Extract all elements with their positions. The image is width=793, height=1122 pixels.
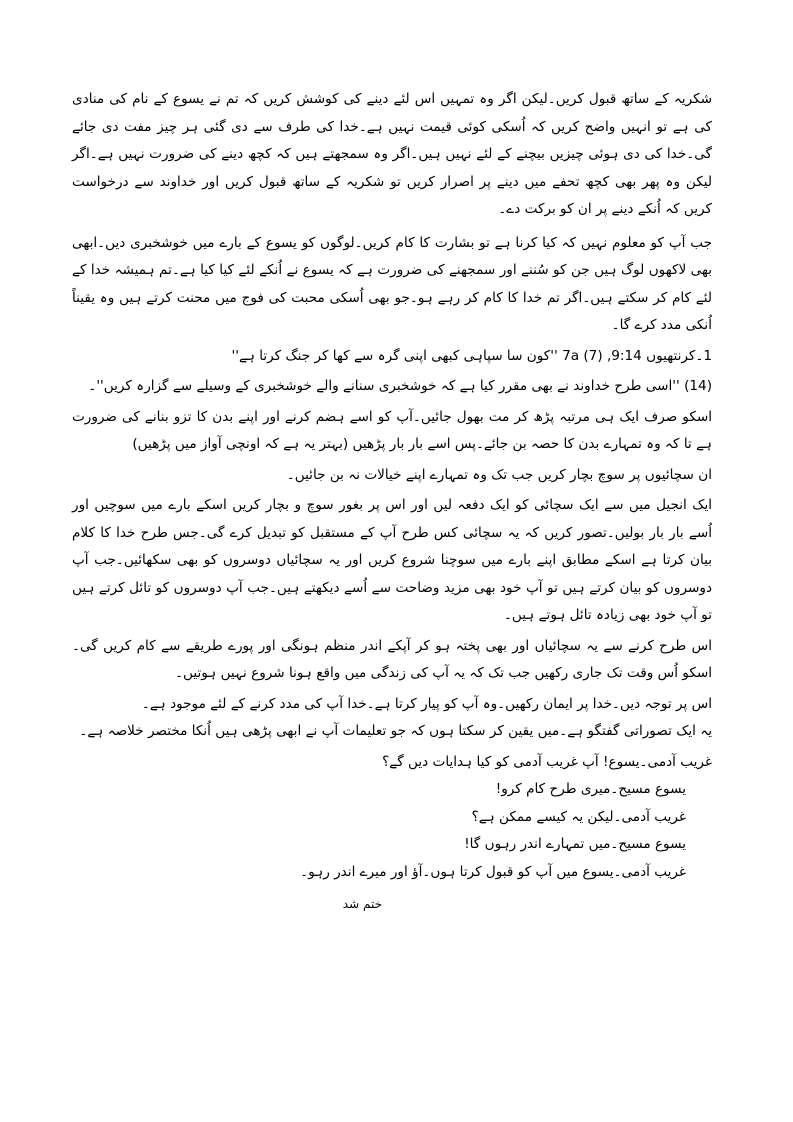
dialogue-line: یسوع مسیح۔میں تمہارے اندر رہوں گا! [464, 836, 686, 852]
paragraph-practice: اس طرح کرنے سے یہ سچائیاں اور بھی پختہ ہو کر آپکے اندر منظم ہونگی اور پورے طریقے سے کام کریں گی۔اسکو اُس وقت تک جاری رکھیں جب تک کہ یہ آپ کی زندگی میں واقع ہونا شروع نہیں ہوتیں۔ [72, 637, 712, 681]
document-body [72, 86, 712, 928]
dialogue-line: غریب آدمی۔یسوع میں آپ کو قبول کرتا ہوں۔آؤ اور میرے اندر رہو۔ [300, 863, 686, 880]
scripture-quote: (14) ''اسی طرح خداوند نے بھی مقرر کیا ہے کہ خوشخبری سنانے والے خوشخبری کے وسیلے سے گزارہ کریں''۔ [88, 378, 712, 394]
paragraph-faith: اس پر توجہ دیں۔خدا پر ایمان رکھیں۔وہ آپ کو پیار کرتا ہے۔خدا آپ کی مدد کرنے کے لئے موجود ہے۔ [141, 695, 712, 712]
paragraph-one-truth: ایک انجیل میں سے ایک سچائی کو ایک دفعہ لیں اور اس پر بغور سوچ و بچار کریں اسکے بارے میں سوچیں اور اُسے بار بار بولیں۔تصور کریں کہ یہ سچائی کس طرح آپ کے مستقبل کو تبدیل کرے گی۔جس طرح خدا کا کلام بیان کرتا ہے اسکے مطابق اپنے بارے میں سوچنا شروع کریں اور یہ سچائیاں دوسروں کو بھی سکھائیں۔جب آپ دوسروں کو بیان کرتے ہیں تو آپ خود بھی مزید وضاحت سے اُسے دیکھتے ہیں۔جب آپ دوسروں کو تائل کرتے ہیں تو آپ خود بھی زیادہ تائل ہوتے ہیں۔ [72, 497, 712, 623]
paragraph-evangelism: جب آپ کو معلوم نہیں کہ کیا کرنا ہے تو بشارت کا کام کریں۔لوگوں کو یسوع کے بارے میں خوشخبری دیں۔ابھی بھی لاکھوں لوگ ہیں جن کو سُننے اور سمجھنے کی ضرورت ہے کہ یسوع نے اُنکے لئے کیا کیا ہے۔تم ہمیشہ خدا کے لئے کام کر سکتے ہیں۔اگر تم خدا کا کام کر رہے ہو۔جو بھی اُسکی محبت کی فوج میں محنت کرتے ہیں وہ یقیناً اُنکی مدد کرے گا۔ [72, 234, 712, 333]
dialogue-line: غریب آدمی۔لیکن یہ کیسے ممکن ہے؟ [471, 808, 686, 825]
paragraph-imaginary-conversation: یہ ایک تصوراتی گفتگو ہے۔میں یقین کر سکتا ہوں کہ جو تعلیمات آپ نے ابھی پڑھی ہیں اُنکا مختصر خلاصہ ہے۔ [79, 723, 712, 739]
ending-mark: ختم شد [342, 897, 382, 911]
scripture-reference: 1۔کرنتھیوں 9:14, 7a (7) ''کون سا سپاہی کبھی اپنی گرہ سے کھا کر جنگ کرتا ہے'' [231, 347, 712, 364]
dialogue-question: غریب آدمی۔یسوع! آپ غریب آدمی کو کیا ہدایات دیں گے؟ [382, 753, 712, 770]
dialogue-line: یسوع مسیح۔میری طرح کام کرو! [495, 781, 686, 797]
paragraph-reading-instruction: اسکو صرف ایک ہی مرتبہ پڑھ کر مت بھول جائیں۔آپ کو اسے ہضم کرنے اور اپنے بدن کا تزو بنانے کی ضرورت ہے تا کہ وہ تمہارے بدن کا حصہ بن جائے۔پس اسے بار بار پڑھیں (بہتر یہ ہے کہ اونچی آواز میں پڑھیں) [72, 408, 712, 452]
paragraph-meditate: ان سچائیوں پر سوچ بچار کریں جب تک وہ تمہارے اپنے خیالات نہ بن جائیں۔ [286, 466, 712, 483]
paragraph-gift-acceptance: شکریہ کے ساتھ قبول کریں۔لیکن اگر وہ تمہیں اس لئے دینے کی کوشش کریں کہ تم نے یسوع کے نام کی منادی کی ہے تو انہیں واضح کریں کہ اُسکی کوئی قیمت نہیں ہے۔خدا کی طرف سے دی گئی ہر چیز مفت دی جائے گی۔خدا کی دی ہوئی چیزیں بیچنے کے لئے نہیں ہیں۔اگر وہ سمجھتے ہیں کہ کچھ دینے کی ضرورت نہیں ہے۔اگر لیکن وہ پھر بھی کچھ تحفے میں دینے پر اصرار کریں تو شکریہ کے ساتھ قبول کریں اور خداوند سے درخواست کریں کہ اُنکے دینے پر ان کو برکت دے۔ [72, 91, 712, 217]
